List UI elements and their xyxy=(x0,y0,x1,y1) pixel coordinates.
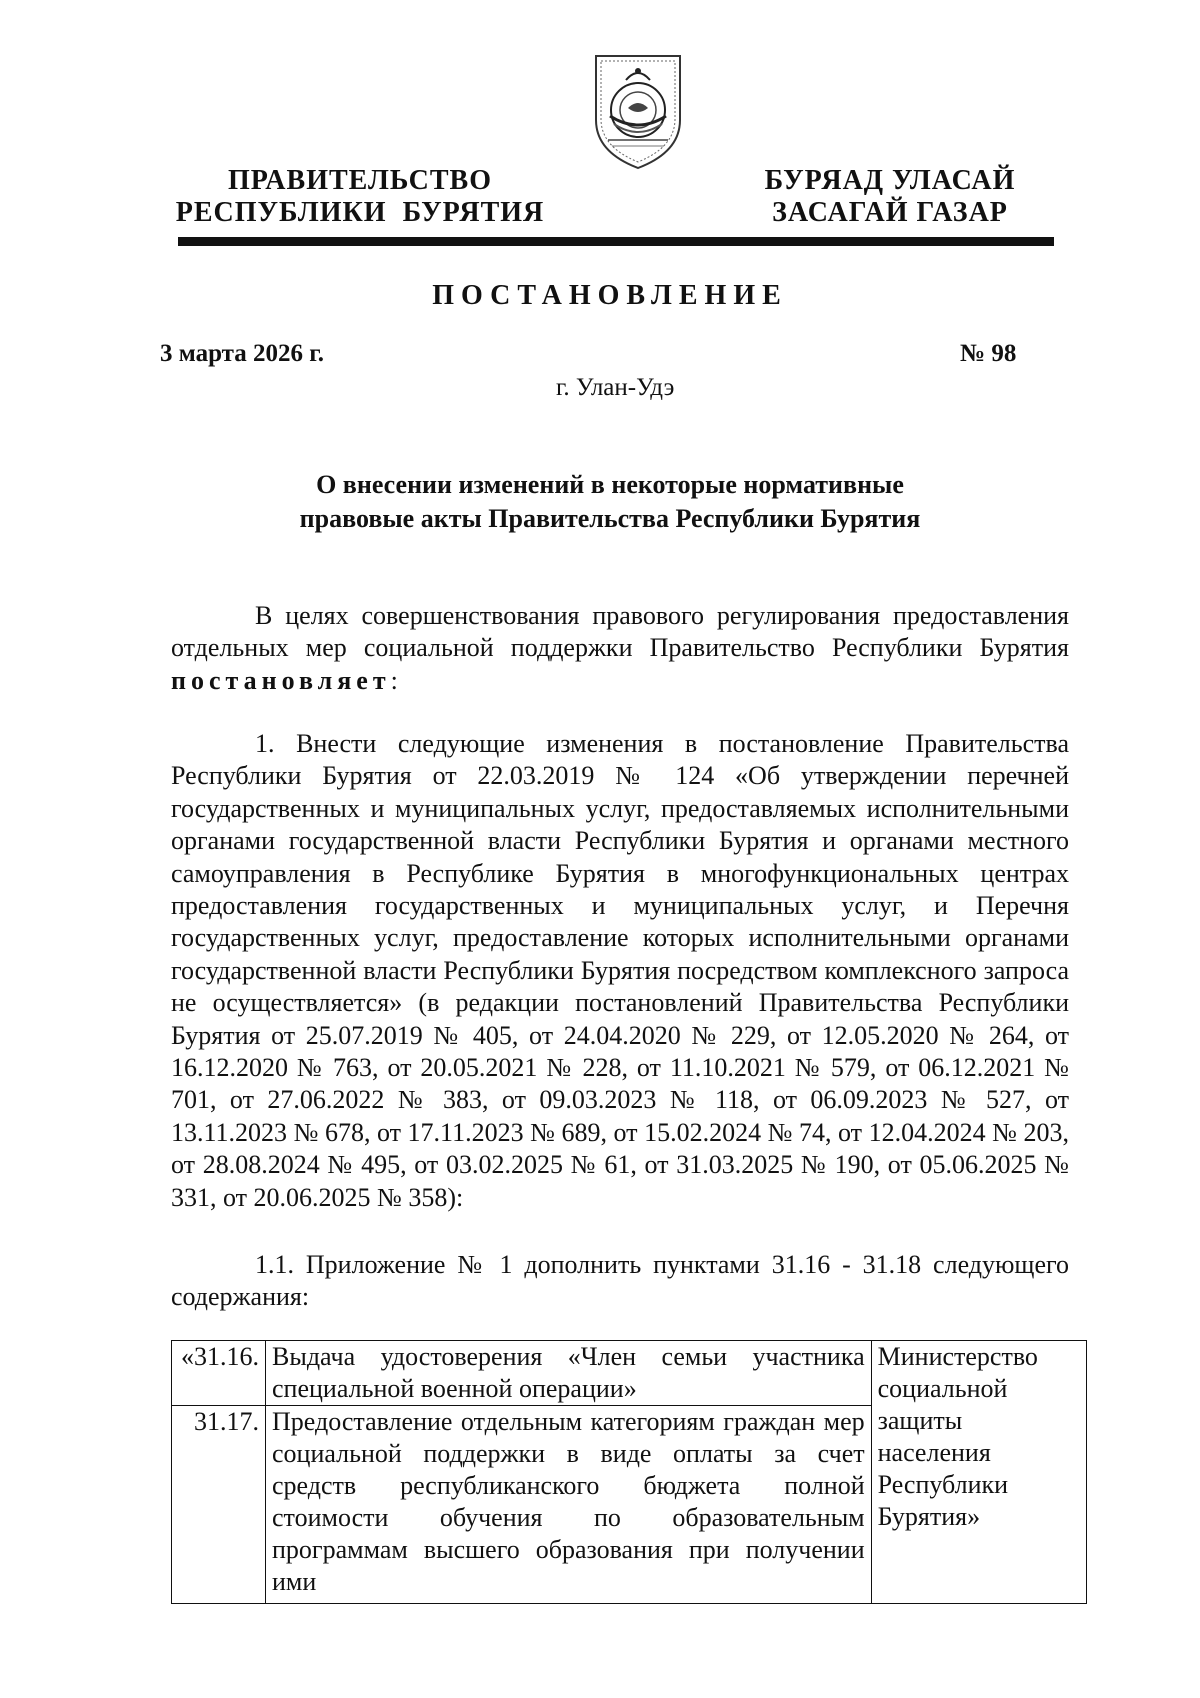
resolves-word: постановляет xyxy=(171,665,391,695)
preamble-text: В целях совершенствования правового регулирования предоставления отдельных мер социальной поддержки Правительство Республики Бурятия xyxy=(171,601,1069,663)
services-table xyxy=(171,1340,1087,1604)
row-number: 31.17. xyxy=(172,1406,266,1604)
document-type-title: ПОСТАНОВЛЕНИЕ xyxy=(432,280,788,311)
document-subject xyxy=(240,468,980,536)
row-service-text: Предоставление отдельным категориям граждан мер социальной поддержки в виде оплаты за счет средств республиканского бюджета полной стоимости обучения по образовательным программам высшего образования при получении ими xyxy=(266,1406,872,1604)
header-divider xyxy=(178,237,1054,246)
document-city: г. Улан-Удэ xyxy=(556,374,675,401)
document-date: 3 марта 2026 г. xyxy=(160,340,325,367)
row-number: «31.16. xyxy=(172,1341,266,1406)
government-name-russian-line: ПРАВИТЕЛЬСТВО xyxy=(228,165,492,196)
coat-of-arms-icon xyxy=(588,50,688,172)
government-name-russian xyxy=(160,165,560,229)
government-name-buryat xyxy=(725,165,1055,229)
row-service-text: Выдача удостоверения «Член семьи участника специальной военной операции» xyxy=(266,1341,872,1406)
preamble-paragraph xyxy=(171,600,1069,697)
government-name-russian-line: РЕСПУБЛИКИ БУРЯТИЯ xyxy=(175,197,545,228)
item-1-paragraph: 1. Внести следующие изменения в постановление Правительства Республики Бурятия от 22.03.2019 № 124 «Об утверждении перечней государственных и муниципальных услуг, предоставляемых исполнительными органами государственной власти Республики Бурятия и органами местного самоуправления в Республике Бурятия в многофункциональных центрах предоставления государственных и муниципальных услуг, и Перечня государственных услуг, предоставление которых исполнительными органами государственной власти Республики Бурятия посредством комплексного запроса не осуществляется» (в редакции постановлений Правительства Республики Бурятия от 25.07.2019 № 405, от 24.04.2020 № 229, от 12.05.2020 № 264, от 16.12.2020 № 763, от 20.05.2021 № 228, от 11.10.2021 № 579, от 06.12.2021 № 701, от 27.06.2022 № 383, от 09.03.2023 № 118, от 06.09.2023 № 527, от 13.11.2023 № 678, от 17.11.2023 № 689, от 15.02.2024 № 74, от 12.04.2024 № 203, от 28.08.2024 № 495, от 03.02.2025 № 61, от 31.03.2025 № 190, от 05.06.2025 № 331, от 20.06.2025 № 358): xyxy=(171,729,1069,1212)
document-subject-line: правовые акты Правительства Республики Бурятия xyxy=(299,504,921,533)
table-row xyxy=(172,1341,1087,1406)
document-number: № 98 xyxy=(960,340,1017,367)
agency-cell: Министерство социальной защиты населения Республики Бурятия» xyxy=(871,1341,1086,1604)
item-1-1-paragraph: 1.1. Приложение № 1 дополнить пунктами 31.16 - 31.18 следующего содержания: xyxy=(171,1250,1069,1312)
resolves-suffix: : xyxy=(390,665,398,695)
document-subject-line: О внесении изменений в некоторые нормативные xyxy=(316,470,904,499)
government-name-buryat-line: БУРЯАД УЛАСАЙ xyxy=(764,165,1016,196)
government-name-buryat-line: ЗАСАГАЙ ГАЗАР xyxy=(772,197,1008,228)
